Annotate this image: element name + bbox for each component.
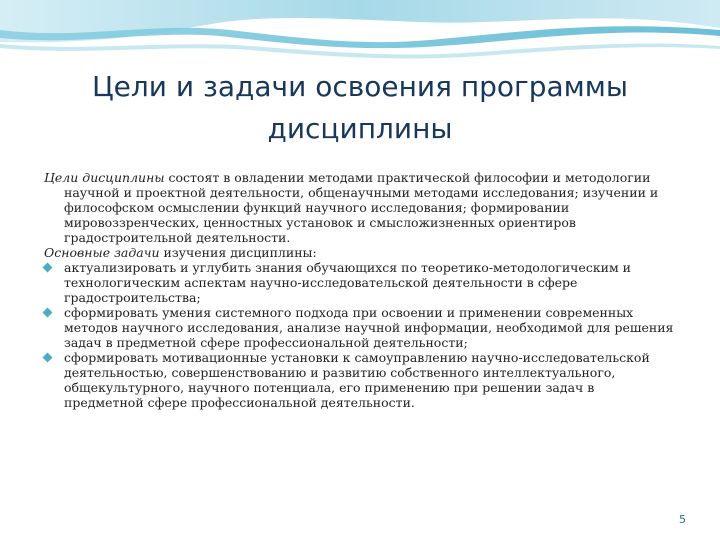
slide-title: Цели и задачи освоения программы дисциплины <box>91 70 629 145</box>
list-item <box>44 350 676 410</box>
diamond-bullet-icon <box>43 353 53 363</box>
tasks-text: изучения дисциплины: <box>159 245 317 260</box>
bullet-text: сформировать умения системного подхода при освоении и применении современных методов научного исследования, анализе научной информации, необходимой для решения задач в предметной сфере профессиональной деятельности; <box>64 305 674 350</box>
list-item <box>44 260 676 305</box>
bullet-text: сформировать мотивационные установки к самоуправлению научно-исследовательской деятельностью, совершенствованию и развитию собственного интеллектуального, общекультурного, научного потенциала, его применению при решении задач в предметной сфере профессиональной деятельности. <box>64 350 650 410</box>
goals-paragraph <box>44 170 676 245</box>
diamond-bullet-icon <box>43 308 53 318</box>
goals-text: состоят в овладении методами практической философии и методологии научной и проектной деятельности, общенаучными методами исследования; изучении и философском осмыслении функций научного исследования; формировании мировоззренческих, ценностных установок и смысложизненных ориентиров градостроительной деятельности. <box>64 170 659 245</box>
slide-body <box>44 170 676 410</box>
bullet-text: актуализировать и углубить знания обучающихся по теоретико-методологическим и технологическим аспектам научно-исследовательской деятельности в сфере градостроительства; <box>64 260 632 305</box>
page-number: 5 <box>679 513 686 526</box>
diamond-bullet-icon <box>43 263 53 273</box>
tasks-list <box>44 260 676 410</box>
header-wave-decoration <box>0 0 720 70</box>
goals-label: Цели дисциплины <box>44 170 165 185</box>
tasks-paragraph <box>44 245 676 260</box>
tasks-label: Основные задачи <box>44 245 160 260</box>
list-item <box>44 305 676 350</box>
